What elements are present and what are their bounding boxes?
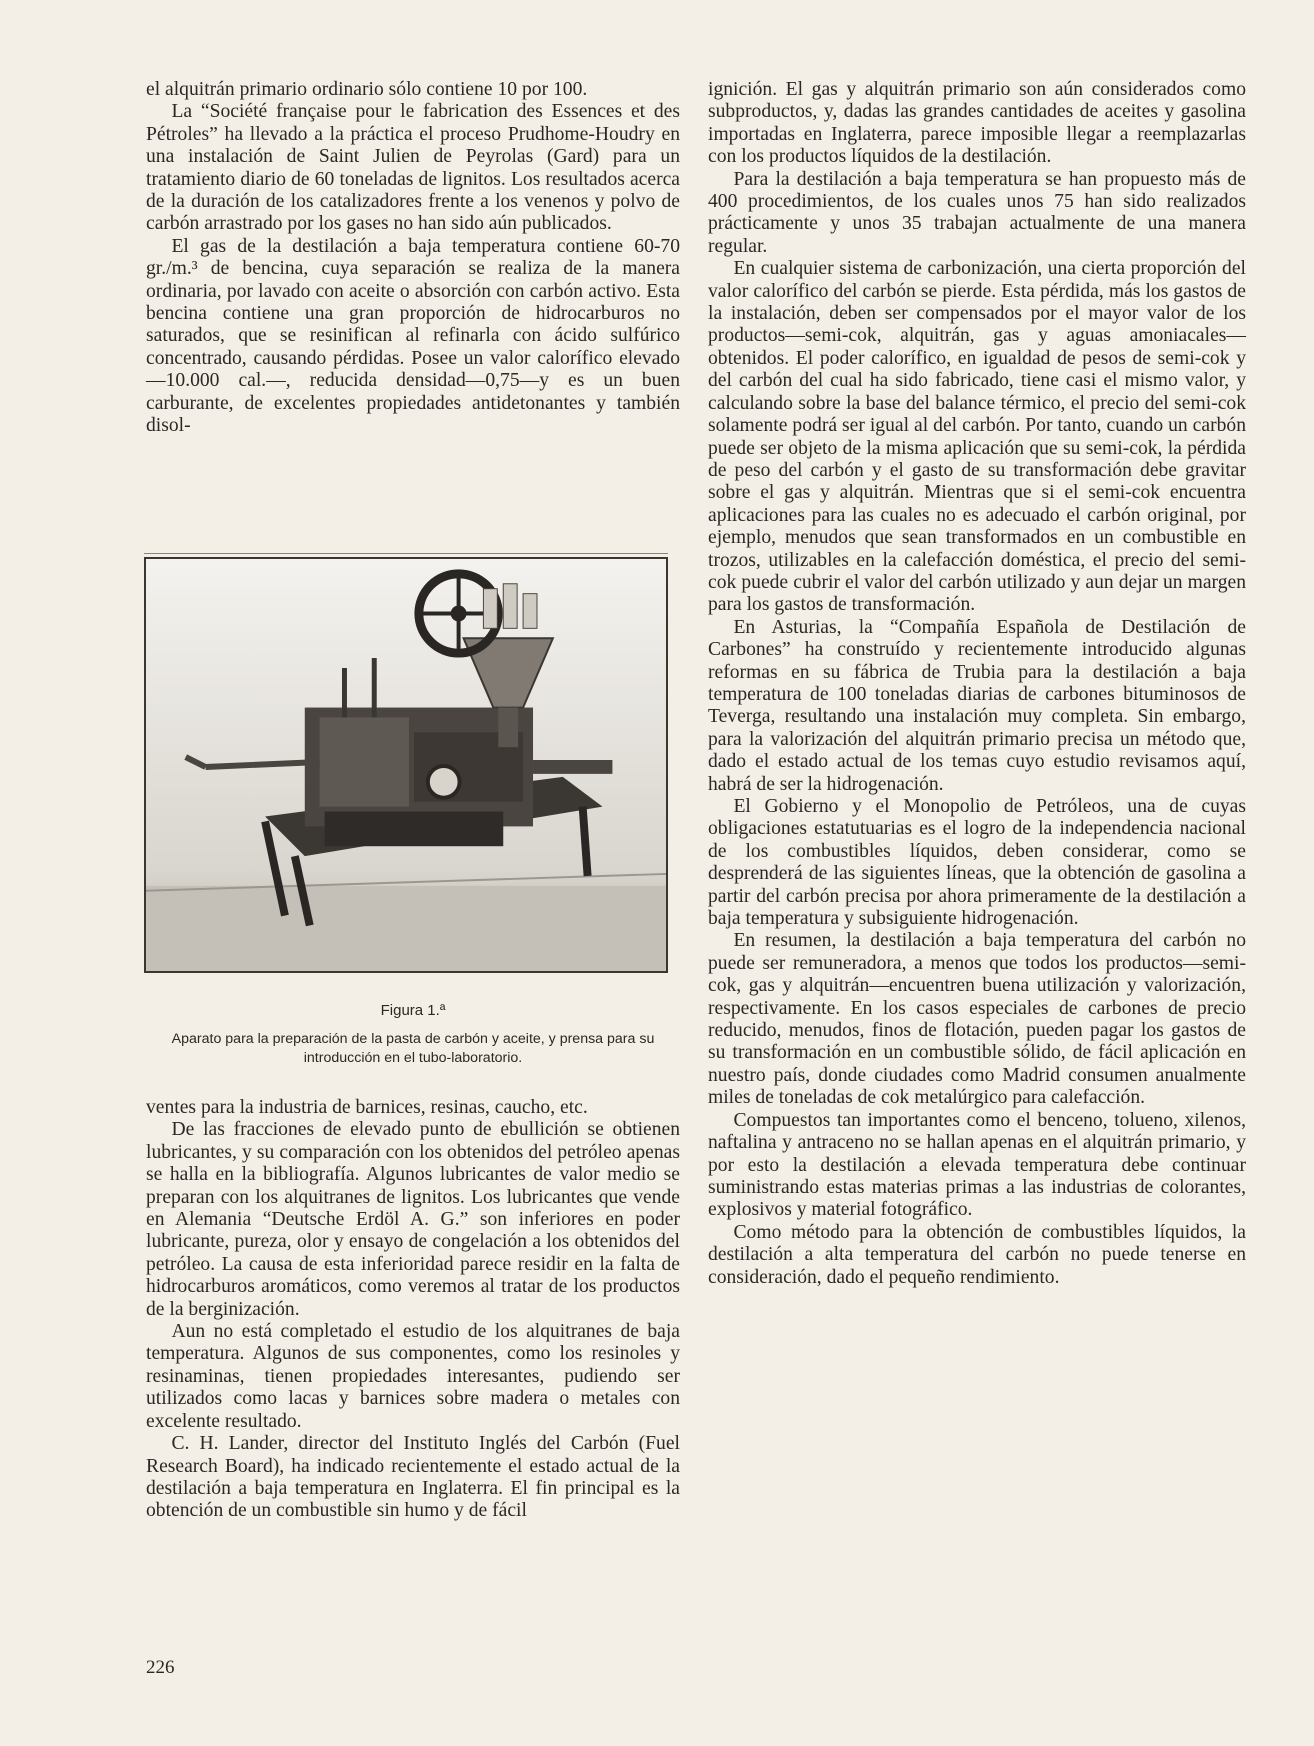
paragraph: De las fracciones de elevado punto de ebullición se obtienen lubricantes, y su comparación con los obtenidos del petróleo apenas se halla en la bibliografía. Algunos lubricantes de valor medio se preparan con los alquitranes de lignitos. Los lubricantes que vende en Alemania “Deutsche Erdöl A. G.” son inferiores en poder lubricante, pureza, olor y ensayo de congelación a los obtenidos del petróleo. La causa de esta inferioridad parece residir en la falta de hidrocarburos aromáticos, como veremos al tratar de los productos de la berginización. bbox=[146, 1119, 680, 1320]
paragraph: En resumen, la destilación a baja temperatura del carbón no puede ser remuneradora, a menos que todos los productos—semi-cok, gas y alquitrán—encuentren buena utilización y valorización, respectivamente. En los casos especiales de carbones de precio reducido, menudos, finos de flotación, pueden pagar los gastos de su transformación en un combustible sólido, de fácil aplicación en nuestro país, donde ciudades como Madrid consumen anualmente miles de toneladas de cok metalúrgico para calefacción. bbox=[708, 930, 1246, 1109]
page-number: 226 bbox=[146, 1657, 175, 1678]
figure-caption: Aparato para la preparación de la pasta de carbón y aceite, y prensa para su introducción en el tubo-laboratorio. bbox=[171, 1031, 655, 1066]
paragraph: Aun no está completado el estudio de los alquitranes de baja temperatura. Algunos de sus componentes, como los resinoles y resinaminas, tienen propiedades interesantes, pudiendo ser utilizados como lacas y barnices sobre madera o metales con excelente resultado. bbox=[146, 1321, 680, 1432]
paragraph: El gas de la destilación a baja temperatura contiene 60-70 gr./m.³ de bencina, cuya separación se realiza de la manera ordinaria, por lavado con aceite o absorción con carbón activo. Esta bencina contiene una gran proporción de hidrocarburos no saturados, que se resinifican al refinarla con ácido sulfúrico concentrado, causando pérdidas. Posee un valor calorífico elevado—10.000 cal.—, reducida densidad—0,75—y es un buen carburante, de excelentes propiedades antidetonantes y también disol- bbox=[146, 235, 680, 437]
figure-top-rule bbox=[144, 553, 668, 554]
paragraph: ignición. El gas y alquitrán primario son aún considerados como subproductos, y, dadas las grandes cantidades de aceites y gasolina importadas en Inglaterra, parece imposible llegar a reemplazarlas con los productos líquidos de la destilación. bbox=[708, 79, 1246, 168]
paragraph: Para la destilación a baja temperatura se han propuesto más de 400 procedimientos, de los cuales unos 75 han sido realizados prácticamente y unos 35 trabajan actualmente de una manera regular. bbox=[708, 168, 1246, 257]
paragraph: C. H. Lander, director del Instituto Inglés del Carbón (Fuel Research Board), ha indicado recientemente el estado actual de la destilación a baja temperatura en Inglaterra. El fin principal es la obtención de un combustible sin humo y de fácil bbox=[146, 1433, 680, 1522]
right-column bbox=[708, 79, 1246, 1289]
paragraph: el alquitrán primario ordinario sólo contiene 10 por 100. bbox=[146, 79, 588, 100]
paragraph: El Gobierno y el Monopolio de Petróleos, una de cuyas obligaciones estatutuarias es el logro de la independencia nacional de los combustibles líquidos, deben considerar, como se desprenderá de las siguientes líneas, que la obtención de gasolina a partir del carbón precisa por ahora primeramente de la destilación a baja temperatura y subsiguiente hidrogenación. bbox=[708, 796, 1246, 930]
left-column-top bbox=[146, 79, 680, 438]
paragraph: Como método para la obtención de combustibles líquidos, la destilación a alta temperatura del carbón no puede tenerse en consideración, dado el pequeño rendimiento. bbox=[708, 1221, 1246, 1288]
figure-photo bbox=[144, 557, 668, 973]
paragraph: En Asturias, la “Compañía Española de Destilación de Carbones” ha construído y recientemente introducido algunas reformas en su fábrica de Trubia para la destilación a baja temperatura de 100 toneladas diarias de carbones bituminosos de Teverga, resultando una instalación muy completa. Sin embargo, para la valorización del alquitrán primario precisa un método que, dado el estado actual de los temas cuyo estudio revisamos aquí, habrá de ser la hidrogenación. bbox=[708, 616, 1246, 795]
paragraph: La “Société française pour le fabrication des Essences et des Pétroles” ha llevado a la práctica el proceso Prudhome-Houdry en una instalación de Saint Julien de Peyrolas (Gard) para un tratamiento diario de 60 toneladas de lignitos. Los resultados acerca de la duración de los catalizadores frente a los venenos y polvo de carbón arrastrado por los gases no han sido aún publicados. bbox=[146, 101, 680, 235]
paragraph: Compuestos tan importantes como el benceno, tolueno, xilenos, naftalina y antraceno no se hallan apenas en el alquitrán primario, y por esto la destilación a elevada temperatura debe continuar suministrando estas materias primas a las industrias de colorantes, explosivos y material fotográfico. bbox=[708, 1109, 1246, 1221]
figure-title: Figura 1.ª bbox=[380, 1002, 446, 1019]
machine-photo-illustration bbox=[146, 559, 666, 971]
left-column-bottom bbox=[146, 1097, 680, 1523]
paragraph: En cualquier sistema de carbonización, una cierta proporción del valor calorífico del carbón se pierde. Esta pérdida, más los gastos de la instalación, deben ser compensados por el mayor valor de los productos—semi-cok, alquitrán, gas y aguas amoniacales—obtenidos. El poder calorífico, en igualdad de pesos de semi-cok y del carbón del cual ha sido fabricado, tiene casi el mismo valor, y calculando sobre la base del balance térmico, el precio del semi-cok solamente podrá ser igual al del carbón. Por tanto, cuando un carbón puede ser objeto de la misma aplicación que su semi-cok, la pérdida de peso del carbón y el gasto de su transformación debe gravitar sobre el gas y alquitrán. Mientras que si el semi-cok encuentra aplicaciones para las cuales no es adecuado el carbón original, por ejemplo, menudos que sean transformados en un combustible en trozos, utilizables en la calefacción doméstica, el precio del semi-cok puede cubrir el valor del carbón utilizado y aun dejar un margen para los gastos de transformación. bbox=[708, 258, 1246, 616]
paragraph: ventes para la industria de barnices, resinas, caucho, etc. bbox=[146, 1097, 588, 1118]
